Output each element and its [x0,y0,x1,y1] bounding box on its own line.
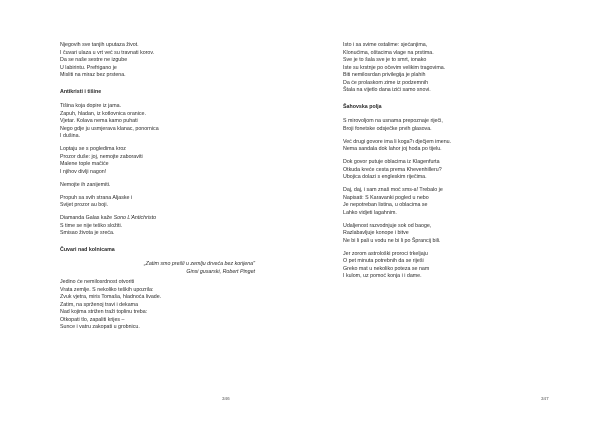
verse-line: Jer zorom astrološki proroci trkeljaju [343,250,428,257]
epigraph-attribution: Ginsi gusarski, Robert Pinget [186,268,255,275]
stanza [60,146,255,176]
verse-line: Da se naše sestre ne izgube [60,57,128,63]
verse-line: Štala na vijetlo dana izići samo snovi. [343,87,431,93]
verse-line: Misliti na miraz bez prstena. [60,72,126,78]
epigraph-quote: „Zatim smo prešli u zemlju drveća bez korijena" [143,261,255,267]
left-page-text [60,42,255,337]
stanza [343,159,538,182]
verse-line: Da će prolaskom zime iz podzemnih [343,79,429,86]
verse-line: Ubojica dolazi s engleskim riječima. [343,174,427,180]
verse-line: Njegovih sve tanjih uputaza život. [60,42,139,48]
verse-line: Već drugi govore ima li koga?ı dječjem imenu. [343,138,452,145]
verse-line: Biti nemilosrdan privilegija je plahih [343,72,426,78]
verse-line: Nemojte ih zanijemiti. [60,181,111,188]
verse-line: Ne bi li pali u vodu ne bi li po Šprancij bili. [343,237,441,244]
verse-line: Je nepotreban listina, u oblacima se [343,202,428,208]
verse-line: I njihov divlji nagon! [60,168,107,175]
stanza [343,187,538,217]
page-number: 346 [222,396,230,401]
verse-line: S mirovoljom na usnama prepoznaje riječi, [343,118,443,124]
stanza [343,42,538,95]
verse-line: Jedino će nemilosrdnost otvoriti [60,279,135,285]
verse-line: Prozor duše: joj, nemojte zaboraviti [60,153,143,160]
verse-line: Zapuh, hladan, iz kotlovnica oranice. [60,110,146,117]
verse-line: Vjetar. Kolava nema kamo puhati [60,118,138,124]
verse-line: S time se nije teško složiti. [60,222,123,229]
verse-line: U labirintu. Prefrigano je [60,64,117,71]
verse-line: Lahko vidjeti lagahnim. [343,209,397,216]
verse-line: Malene tople mačiće [60,161,109,167]
verse-line: Tišina koja dopire iz jama. [60,103,122,109]
verse-line: Otkuda kreće cesta prema Khevenhilleru? [343,166,442,173]
stanza [60,103,255,141]
verse-line: Svijet prozor au boji. [60,202,108,208]
epigraph [60,261,255,276]
stanza [60,195,255,210]
page-number: 347 [541,396,549,401]
verse-line: Vrata zemlje. S nekoliko teških upozrila: [60,286,154,293]
verse-line: I kulom, uz pomoć konja i i dame. [343,273,422,279]
verse-line: Isto i sa svime ostalime: sjećanjima, [343,42,428,48]
stanza [60,182,255,190]
verse-line: Zvuk vjetra, miris Tomaša, hladnoća livade. [60,294,162,300]
stanza [60,279,255,332]
verse-line: Daj, daj, i sam znaš moć sms-a! Trebalo je [343,187,443,193]
verse-line: O pet minuta potrebnih da se riješi [343,258,424,264]
stanza [60,42,255,80]
verse-line-prefix: Diamanda Galas kaže [60,215,114,221]
poem-title: Antikristi i tišine [60,88,102,95]
verse-line: Propuh sa svih strana Aljaske i [60,194,133,201]
verse-line: Iste su krstnje po očevim velikim tragovima. [343,64,446,71]
verse-line: Razlabavljuje konope i bitve [343,230,409,236]
stanza [343,251,538,281]
stanza [343,223,538,246]
verse-line: Otkopati tlo, zapaliti krijes – [60,316,125,323]
poem-title: Šahovska polja [343,103,382,110]
verse-line: Sunce i vatru zakopati u grobnicu. [60,324,140,330]
verse-line: Napisati: S Karavanki pogled u nebo [343,194,429,201]
right-page-text [343,42,538,286]
stanza [343,118,538,133]
stanza [60,215,255,238]
verse-line [60,215,255,223]
verse-line: Nad kojima strižen traži toplinu treba: [60,309,148,315]
verse-line: Udaljenost razvodnjuje sok od baoge, [343,222,432,229]
verse-line: Klonućima, oštacima vlage na prstima. [343,49,434,56]
verse-line: Sve je to šala sve je to smrt, ionako [343,57,427,63]
verse-line: Dok govor putuje oblacima iz Klagenfurta [343,159,440,165]
verse-line: Loptaju se s pogledima kroz [60,146,126,152]
verse-line: Smisao života je sreća. [60,230,115,236]
verse-line: Nema sandala dok lahor joj hoda po tijelu. [343,146,442,152]
album-title: Sono L'Antichristo [113,215,157,221]
verse-line: Broji fonetske odsječke prvih glasova. [343,125,432,132]
verse-line: Zatim, na sprženoj travi i dekama [60,301,139,308]
verse-line: I dušina. [60,133,81,139]
verse-line: Greko mat u nekoliko poteza se nam [343,265,430,272]
verse-line: I čuvari ulaza u vrt već su travnati korov. [60,49,155,56]
poem-title: Čuvari nad kolnicama [60,246,115,253]
verse-line: Nego gdje ju usmjerava klanac, ponornica [60,125,159,132]
stanza [343,139,538,154]
right-page [300,0,600,423]
